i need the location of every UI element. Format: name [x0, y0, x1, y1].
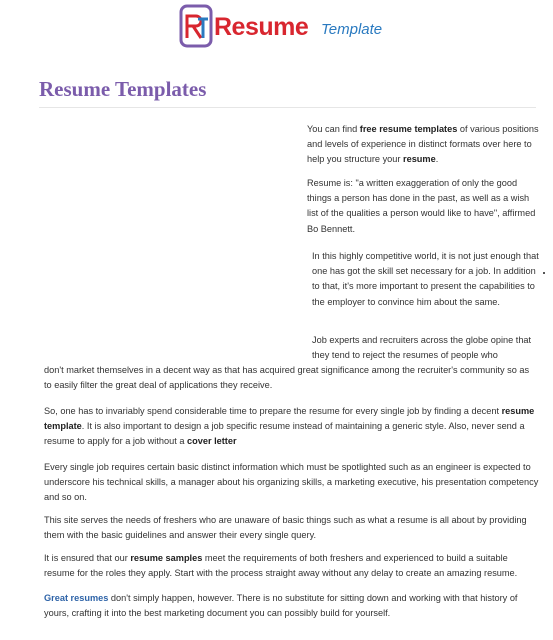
keyword-free-resume-templates: free resume templates — [359, 124, 458, 134]
keyword-resume: resume — [403, 154, 436, 165]
page-title: Resume Templates — [39, 77, 207, 101]
title-divider — [39, 107, 536, 108]
great-resumes-link[interactable]: Great resumes — [44, 593, 109, 603]
keyword-cover-letter: cover letter — [187, 436, 237, 447]
logo-text-main: Resume — [214, 13, 309, 41]
quote-paragraph: Resume is: "a written exaggeration of only the good things a person has done in the past, as well as a wish list of the qualities a person would like to have", affirmed Bo Bennett. — [307, 178, 536, 234]
text: meet the requirements of both freshers and experienced to build a suitable resume for the roles they apply. Start with the process straight away without any delay to create an amazing resume. — [44, 553, 518, 579]
resume-logo-icon — [179, 4, 213, 48]
text: . — [435, 154, 439, 165]
site-logo[interactable] — [179, 4, 383, 50]
job-experts-paragraph-continued: don't market themselves in a decent way as that has acquired great significance among the recruiter's community so as to easily filter the great deal of applications they receive. — [44, 365, 530, 391]
text: It is ensured that our — [44, 553, 131, 563]
resume-samples-paragraph — [44, 551, 539, 581]
keyword-resume-samples: resume samples — [130, 553, 203, 563]
intro-paragraph — [307, 122, 539, 168]
keyword-resume-template: resume template — [44, 406, 535, 432]
job-requirements-paragraph: Every single job requires certain basic distinct information which must be spotlighted such as an engineer is expected to underscore his technical skills, a manager about his organizing skills, a marketing executive, his presentation competency and so on. — [44, 462, 539, 503]
resume-template-paragraph — [44, 404, 539, 450]
site-purpose-paragraph: This site serves the needs of freshers who are unaware of basic things such as what a resume is all about by providing them with the basic guidelines and answer their every single query. — [44, 515, 527, 541]
text: . It is also important to design a job specific resume instead of maintaining a generic style. Also, never send a resume to apply for a job without a — [44, 421, 525, 447]
text: don't simply happen, however. There is no substitute for sitting down and working with that history of yours, crafting it into the best marketing document you can possibly build for yourself. — [44, 593, 518, 619]
text: So, one has to invariably spend considerable time to prepare the resume for every single job by finding a decent — [44, 406, 502, 416]
job-experts-paragraph-start: Job experts and recruiters across the globe opine that they tend to reject the resumes of people who — [312, 335, 532, 361]
text: You can find — [307, 124, 360, 134]
competitive-world-paragraph: In this highly competitive world, it is not just enough that one has got the skill set necessary for a job. In addition to that, it's more important to present the capabilities to the employer to convince him about the same. — [312, 251, 539, 307]
text: of various positions and levels of experience in distinct formats over here to help you structure your — [307, 124, 539, 165]
bullet-dot — [543, 272, 545, 274]
great-resumes-paragraph — [44, 591, 539, 621]
logo-text-secondary: Template — [321, 21, 383, 38]
